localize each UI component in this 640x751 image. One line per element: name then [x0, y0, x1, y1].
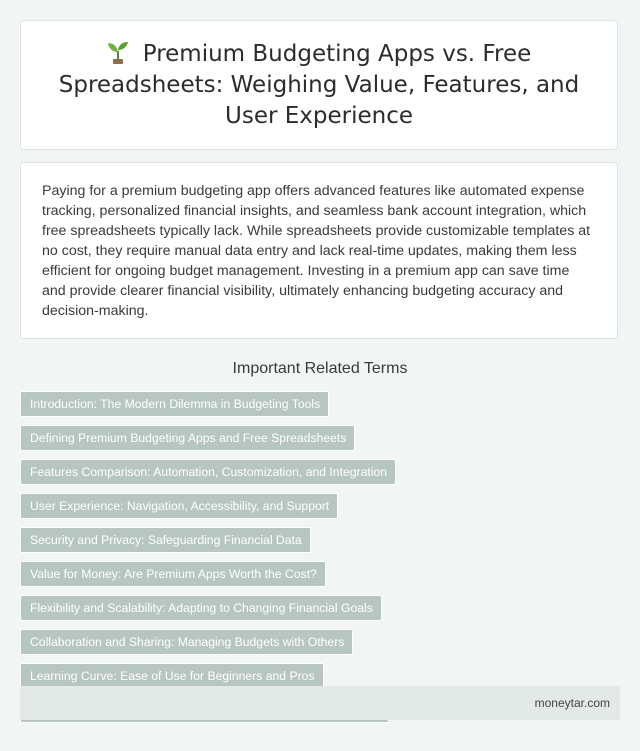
related-term-tag[interactable]: Features Comparison: Automation, Customization, and Integration	[20, 459, 396, 485]
related-term-tag[interactable]: Learning Curve: Ease of Use for Beginners and Pros	[20, 663, 324, 689]
sprout-icon	[107, 40, 129, 64]
related-term-tag[interactable]: Collaboration and Sharing: Managing Budgets with Others	[20, 629, 353, 655]
title-card	[20, 20, 618, 150]
intro-card	[20, 162, 618, 339]
related-term-tag[interactable]: Introduction: The Modern Dilemma in Budgeting Tools	[20, 391, 329, 417]
intro-paragraph: Paying for a premium budgeting app offers advanced features like automated expense tracking, personalized financial insights, and seamless bank account integration, which free spreadsheets typically lack. While spreadsheets provide customizable templates at no cost, they require manual data entry and lack real-time updates, making them less efficient for ongoing budget management. Investing in a premium app can save time and provide clearer financial visibility, ultimately enhancing budgeting accuracy and decision-making.	[42, 183, 591, 319]
page-title	[51, 39, 587, 132]
related-term-tag[interactable]: Defining Premium Budgeting Apps and Free Spreadsheets	[20, 425, 355, 451]
related-term-tag[interactable]: Value for Money: Are Premium Apps Worth the Cost?	[20, 561, 326, 587]
related-term-tag[interactable]: User Experience: Navigation, Accessibility, and Support	[20, 493, 338, 519]
footer-bar	[20, 686, 620, 720]
footer-site-name[interactable]: moneytar.com	[534, 696, 610, 710]
related-terms-list	[20, 391, 620, 723]
related-term-tag[interactable]: Flexibility and Scalability: Adapting to Changing Financial Goals	[20, 595, 382, 621]
related-terms-heading: Important Related Terms	[232, 360, 408, 377]
related-term-tag[interactable]: Security and Privacy: Safeguarding Financial Data	[20, 527, 311, 553]
page-title-text: Premium Budgeting Apps vs. Free Spreadsheets: Weighing Value, Features, and User Experience	[58, 40, 580, 129]
